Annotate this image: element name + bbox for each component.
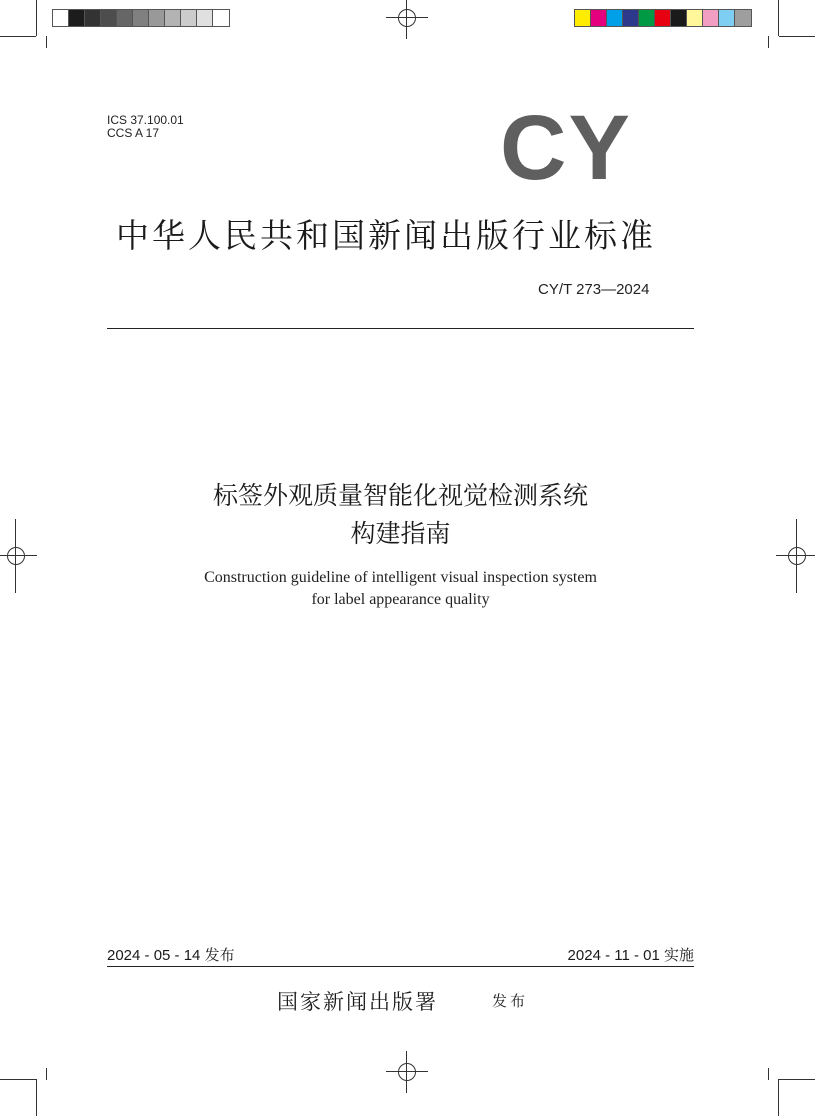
crop-mark-tr-h [779,36,815,37]
gray-swatch-2 [85,10,101,26]
document-title-line2: 构建指南 [350,519,451,548]
crop-mark-tr-v [778,0,779,36]
crop-mark-br-v [778,1079,779,1116]
gray-swatch-9 [197,10,213,26]
crop-mark-tl-v [36,0,37,36]
gray-swatch-4 [117,10,133,26]
color-swatch-10 [735,10,751,26]
ics-code: ICS 37.100.01 [107,113,184,127]
crop-mark-tr-tick [768,36,769,48]
registration-mark-right [784,543,810,569]
standard-category: 中华人民共和国新闻出版行业标准 [116,216,656,255]
color-swatch-9 [719,10,735,26]
gray-swatch-1 [69,10,85,26]
crop-mark-bl-h [0,1079,36,1080]
registration-mark-top [394,5,420,31]
color-swatch-7 [687,10,703,26]
color-swatch-6 [671,10,687,26]
gray-swatch-5 [133,10,149,26]
registration-mark-left [3,543,29,569]
crop-mark-bl-v [36,1079,37,1116]
issue-word: 发布 [492,992,529,1010]
crop-mark-tl-h [0,36,36,37]
standard-number: CY/T 273—2024 [538,281,650,298]
english-title-line1: Construction guideline of intelligent visual inspection system [204,569,597,586]
gray-swatch-8 [181,10,197,26]
color-swatch-8 [703,10,719,26]
color-swatch-4 [639,10,655,26]
color-swatch-0 [575,10,591,26]
header-rule [107,328,694,329]
color-swatch-3 [623,10,639,26]
color-swatch-5 [655,10,671,26]
release-date: 2024 - 05 - 14 发布 [107,947,235,964]
color-swatch-2 [607,10,623,26]
crop-mark-br-tick [768,1068,769,1080]
crop-mark-br-h [779,1079,815,1080]
document-title-line1: 标签外观质量智能化视觉检测系统 [212,481,588,510]
gray-swatch-7 [165,10,181,26]
cy-logo: CY [500,97,632,199]
gray-swatch-10 [213,10,229,26]
english-title-line2: for label appearance quality [311,591,490,608]
gray-swatch-3 [101,10,117,26]
gray-swatch-0 [53,10,69,26]
ccs-code: CCS A 17 [107,126,160,140]
color-swatch-1 [591,10,607,26]
gray-swatch-strip [52,9,230,27]
crop-mark-bl-tick [46,1068,47,1080]
footer-rule [107,966,694,967]
crop-mark-tl-tick [46,36,47,48]
issuer-name: 国家新闻出版署 [277,990,438,1014]
implementation-date: 2024 - 11 - 01 实施 [567,947,694,964]
registration-mark-bottom [394,1059,420,1085]
color-swatch-strip [574,9,752,27]
gray-swatch-6 [149,10,165,26]
